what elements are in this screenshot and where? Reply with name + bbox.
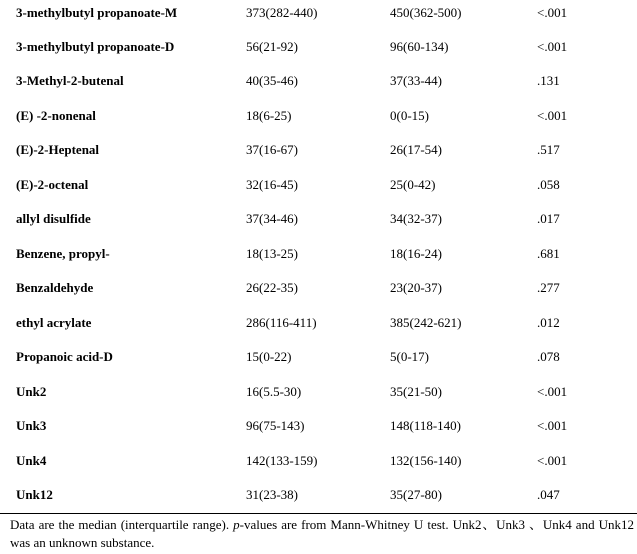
compound-name: Unk3 — [16, 418, 47, 433]
group-a-value: 26(22-35) — [246, 280, 298, 295]
footnote-tail: -values are from Mann-Whitney U test. Unk2、Unk3 、Unk4 and Unk12 was an unknown substance. — [10, 517, 635, 550]
p-value: .047 — [537, 487, 560, 502]
table-row — [0, 106, 637, 126]
group-b-value: 148(118-140) — [390, 418, 462, 433]
p-value: .277 — [537, 280, 560, 295]
footnote-p-symbol: p — [233, 517, 240, 532]
table-row — [0, 244, 637, 264]
compound-name: (E) -2-nonenal — [16, 108, 96, 123]
p-value: <.001 — [537, 384, 568, 399]
compound-name: allyl disulfide — [16, 211, 91, 226]
group-b-value: 5(0-17) — [390, 349, 429, 364]
table-bottom-rule — [0, 513, 637, 514]
compound-name: ethyl acrylate — [16, 315, 92, 330]
group-a-value: 56(21-92) — [246, 39, 298, 54]
p-value: .517 — [537, 142, 560, 157]
table-row — [0, 451, 637, 471]
table-row — [0, 416, 637, 436]
group-a-value: 15(0-22) — [246, 349, 292, 364]
group-a-value: 18(13-25) — [246, 246, 298, 261]
group-b-value: 96(60-134) — [390, 39, 449, 54]
compound-name: Unk4 — [16, 453, 47, 468]
table-row — [0, 71, 637, 91]
group-a-value: 31(23-38) — [246, 487, 298, 502]
p-value: .681 — [537, 246, 560, 261]
group-b-value: 26(17-54) — [390, 142, 442, 157]
p-value: <.001 — [537, 39, 568, 54]
compound-name: 3-methylbutyl propanoate-M — [16, 5, 178, 20]
table-row — [0, 140, 637, 160]
footnote-lead: Data are the median (interquartile range). — [10, 517, 230, 532]
group-b-value: 25(0-42) — [390, 177, 436, 192]
group-a-value: 96(75-143) — [246, 418, 305, 433]
table-row — [0, 3, 637, 23]
group-b-value: 0(0-15) — [390, 108, 429, 123]
p-value: .017 — [537, 211, 560, 226]
compound-name: Unk2 — [16, 384, 47, 399]
group-a-value: 142(133-159) — [246, 453, 318, 468]
table-row — [0, 37, 637, 57]
p-value: .058 — [537, 177, 560, 192]
table-row — [0, 313, 637, 333]
group-b-value: 35(27-80) — [390, 487, 442, 502]
group-a-value: 286(116-411) — [246, 315, 317, 330]
compound-name: Benzene, propyl- — [16, 246, 110, 261]
table-row — [0, 347, 637, 367]
p-value: .012 — [537, 315, 560, 330]
p-value: <.001 — [537, 453, 568, 468]
table-row — [0, 209, 637, 229]
compound-name: 3-methylbutyl propanoate-D — [16, 39, 175, 54]
group-b-value: 37(33-44) — [390, 73, 442, 88]
p-value: <.001 — [537, 5, 568, 20]
compound-name: Unk12 — [16, 487, 53, 502]
group-a-value: 40(35-46) — [246, 73, 298, 88]
group-b-value: 385(242-621) — [390, 315, 462, 330]
table-row — [0, 175, 637, 195]
compound-name: (E)-2-Heptenal — [16, 142, 100, 157]
p-value: <.001 — [537, 108, 568, 123]
group-b-value: 132(156-140) — [390, 453, 462, 468]
p-value: <.001 — [537, 418, 568, 433]
p-value: .131 — [537, 73, 560, 88]
compound-name: (E)-2-octenal — [16, 177, 89, 192]
compound-name: Propanoic acid-D — [16, 349, 113, 364]
group-b-value: 34(32-37) — [390, 211, 442, 226]
group-b-value: 450(362-500) — [390, 5, 462, 20]
group-a-value: 18(6-25) — [246, 108, 292, 123]
compound-name: Benzaldehyde — [16, 280, 94, 295]
group-b-value: 23(20-37) — [390, 280, 442, 295]
table-footnote — [10, 516, 634, 552]
group-b-value: 18(16-24) — [390, 246, 442, 261]
p-value: .078 — [537, 349, 560, 364]
group-a-value: 32(16-45) — [246, 177, 298, 192]
group-a-value: 373(282-440) — [246, 5, 318, 20]
group-b-value: 35(21-50) — [390, 384, 442, 399]
table-row — [0, 382, 637, 402]
group-a-value: 37(16-67) — [246, 142, 298, 157]
table-row — [0, 278, 637, 298]
group-a-value: 37(34-46) — [246, 211, 298, 226]
group-a-value: 16(5.5-30) — [246, 384, 302, 399]
compound-name: 3-Methyl-2-butenal — [16, 73, 124, 88]
table-row — [0, 485, 637, 505]
